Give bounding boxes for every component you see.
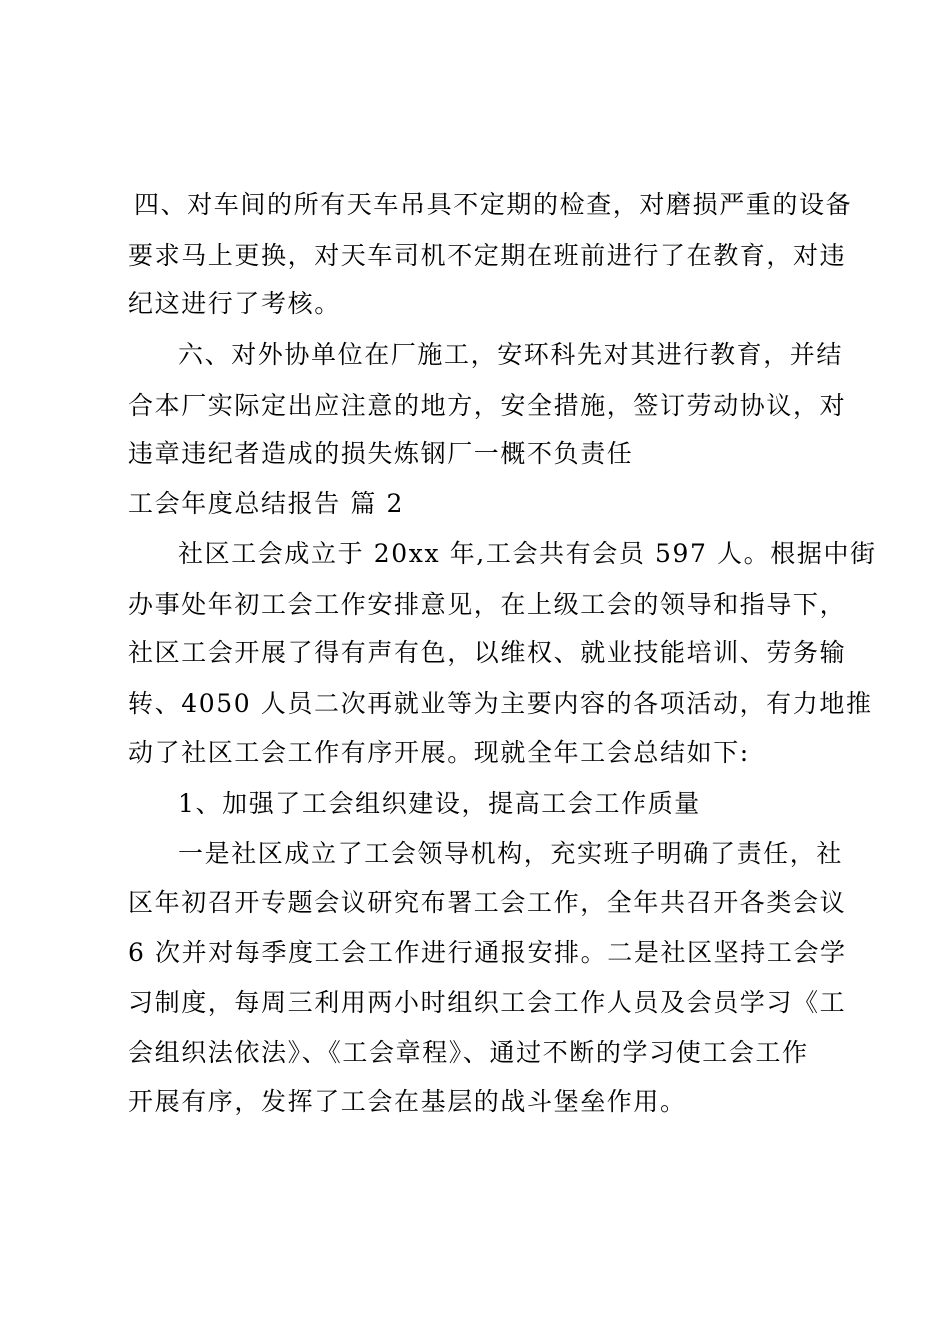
text-line-16: 6 次并对每季度工会工作进行通报安排。二是社区坚持工会学: [128, 938, 847, 967]
text-line-10: 社区工会开展了得有声有色，以维权、就业技能培训、劳务输: [128, 638, 847, 667]
text-line-1: 四、对车间的所有天车吊具不定期的检查，对磨损严重的设备: [134, 190, 853, 219]
text-line-9: 办事处年初工会工作安排意见，在上级工会的领导和指导下，: [128, 590, 847, 619]
text-line-3: 纪这进行了考核。: [128, 289, 341, 318]
text-line-4: 六、对外协单位在厂施工，安环科先对其进行教育，并结: [178, 340, 844, 369]
text-line-17: 习制度，每周三利用两小时组织工会工作人员及会员学习《工: [128, 988, 847, 1017]
subheading-1: 1、加强了工会组织建设，提高工会工作质量: [178, 789, 701, 818]
text-line-12: 动了社区工会工作有序开展。现就全年工会总结如下:: [128, 738, 750, 767]
text-line-11: 转、4050 人员二次再就业等为主要内容的各项活动，有力地推: [128, 689, 873, 718]
text-line-5: 合本厂实际定出应注意的地方，安全措施，签订劳动协议，对: [128, 391, 847, 420]
text-line-18: 会组织法依法》、《工会章程》、通过不断的学习使工会工作: [128, 1038, 809, 1067]
text-line-19: 开展有序，发挥了工会在基层的战斗堡垒作用。: [128, 1087, 687, 1116]
text-line-6: 违章违纪者造成的损失炼钢厂一概不负责任: [128, 439, 634, 468]
text-line-2: 要求马上更换，对天车司机不定期在班前进行了在教育，对违: [128, 241, 847, 270]
text-line-8: 社区工会成立于 20xx 年,工会共有会员 597 人。根据中街: [178, 539, 877, 568]
text-line-14: 一是社区成立了工会领导机构，充实班子明确了责任，社: [178, 839, 844, 868]
section-heading: 工会年度总结报告 篇 2: [128, 489, 405, 518]
text-line-15: 区年初召开专题会议研究布署工会工作，全年共召开各类会议: [128, 888, 847, 917]
